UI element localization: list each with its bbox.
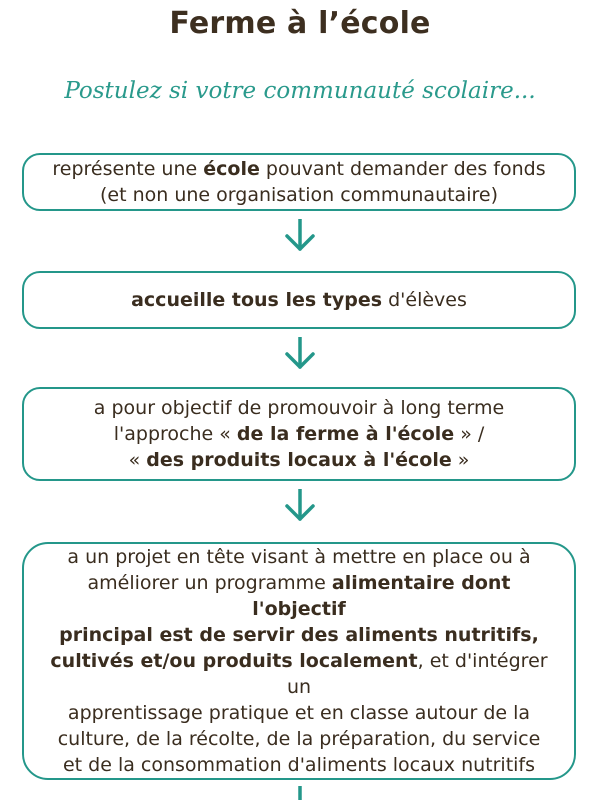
criterion-4-line-1: a un projet en tête visant à mettre en place ou à (67, 546, 531, 568)
criterion-4-line-2: améliorer un programme alimentaire dont l'objectif (87, 572, 511, 620)
criterion-box-school (22, 153, 576, 211)
criterion-4-line-4: cultivés et/ou produits localement, et d'intégrer un (50, 650, 548, 698)
criterion-box-objective (22, 387, 576, 481)
criterion-1-line-1: représente une école pouvant demander des fonds (52, 158, 546, 180)
criterion-3-line-3: « des produits locaux à l'école » (128, 449, 470, 471)
criterion-3-line-2: l'approche « de la ferme à l'école » / (113, 423, 485, 445)
page-title: Ferme à l’école (169, 6, 431, 41)
criterion-2-line-1: accueille tous les types d'élèves (131, 289, 467, 311)
criterion-box-project (22, 542, 576, 780)
down-arrow-icon (284, 337, 316, 383)
criterion-4-line-5: apprentissage pratique et en classe autour de la (67, 702, 531, 724)
criterion-4-line-6: culture, de la récolte, de la préparation, du service (57, 728, 541, 750)
criterion-4-line-3: principal est de servir des aliments nutritifs, (59, 624, 539, 646)
criterion-box-students (22, 271, 576, 329)
down-arrow-stem-icon (284, 786, 316, 800)
down-arrow-icon (284, 489, 316, 535)
criterion-3-line-1: a pour objectif de promouvoir à long terme (93, 397, 505, 419)
criterion-4-line-7: et de la consommation d'aliments locaux nutritifs (62, 754, 536, 776)
page-subtitle: Postulez si votre communauté scolaire... (64, 78, 536, 104)
criterion-1-line-2: (et non une organisation communautaire) (100, 184, 498, 206)
down-arrow-icon (284, 219, 316, 265)
